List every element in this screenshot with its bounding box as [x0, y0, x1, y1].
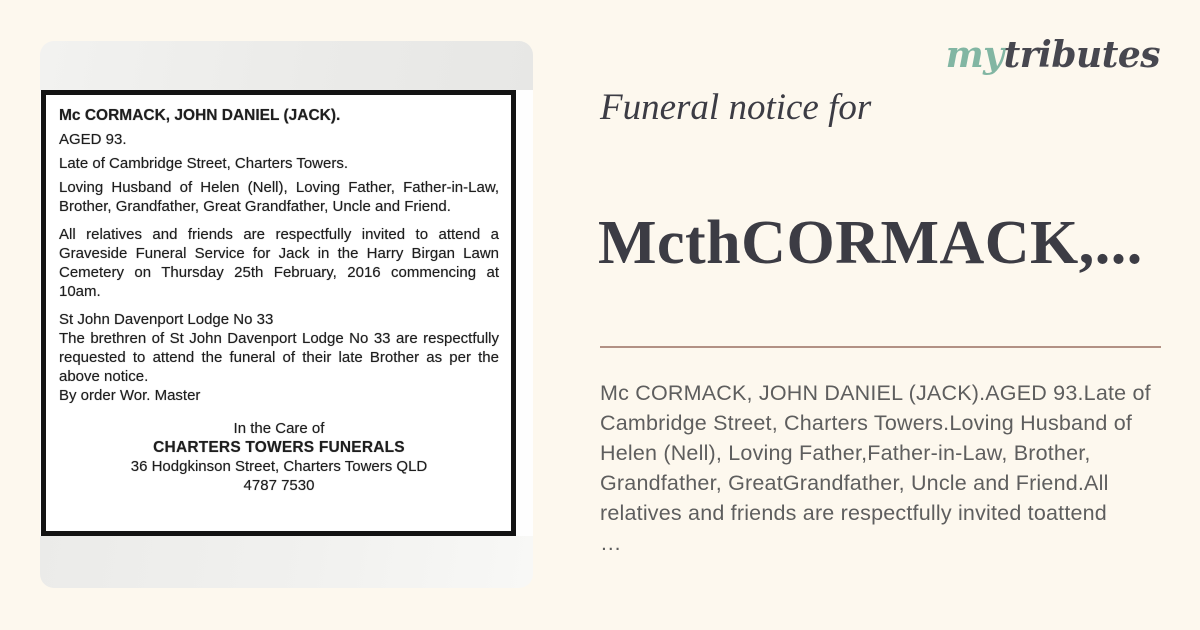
- notice-lodge-sign-off: By order Wor. Master: [59, 387, 201, 404]
- divider-line: [600, 346, 1161, 348]
- notice-care-of-label: In the Care of: [233, 420, 325, 437]
- notice-care-block: [59, 419, 499, 495]
- clipping-top-strip: [40, 41, 533, 90]
- notice-name-line: Mc CORMACK, JOHN DANIEL (JACK).: [59, 107, 341, 124]
- notice-funeral-home: CHARTERS TOWERS FUNERALS: [153, 439, 405, 456]
- notice-late-of-line: Late of Cambridge Street, Charters Towers.: [59, 155, 349, 172]
- mytributes-logo: [600, 34, 1160, 76]
- notice-clipping-card: [40, 41, 533, 588]
- newspaper-notice: [41, 90, 516, 536]
- notice-funeral-home-phone: 4787 7530: [243, 477, 315, 494]
- notice-lodge-title: St John Davenport Lodge No 33: [59, 311, 274, 328]
- notice-service-paragraph: All relatives and friends are respectfully invited to attend a Graveside Funeral Service for Jack in the Harry Birgan Lawn Cemetery on Thursday 25th February, 2016 commencing at 10am.: [59, 226, 499, 300]
- kicker-funeral-notice-for: Funeral notice for: [600, 87, 872, 128]
- notice-lodge-paragraph: The brethren of St John Davenport Lodge No 33 are respectfully requested to attend the funeral of their late Brother as per the above notice.: [59, 330, 499, 385]
- notice-family-paragraph: Loving Husband of Helen (Nell), Loving Father, Father-in-Law, Brother, Grandfather, Great Grandfather, Uncle and Friend.: [59, 179, 499, 215]
- clipping-scan-area: [40, 90, 533, 536]
- notice-aged-line: AGED 93.: [59, 131, 127, 148]
- summary-excerpt: Mc CORMACK, JOHN DANIEL (JACK).AGED 93.Late of Cambridge Street, Charters Towers.Loving Husband of Helen (Nell), Loving Father,Father-in-Law, Brother, Grandfather, GreatGrandfather, Uncle and Friend.All relatives and friends are respectfully invited toattend: [600, 381, 1151, 525]
- clipping-bottom-strip: [40, 536, 533, 588]
- page-title: McthCORMACK,...: [598, 209, 1143, 277]
- logo-my-part: my: [945, 34, 1004, 76]
- notice-summary: [600, 378, 1162, 558]
- summary-ellipsis: …: [600, 531, 622, 555]
- logo-tributes-part: tributes: [1003, 34, 1160, 76]
- notice-funeral-home-address: 36 Hodgkinson Street, Charters Towers QLD: [130, 458, 428, 475]
